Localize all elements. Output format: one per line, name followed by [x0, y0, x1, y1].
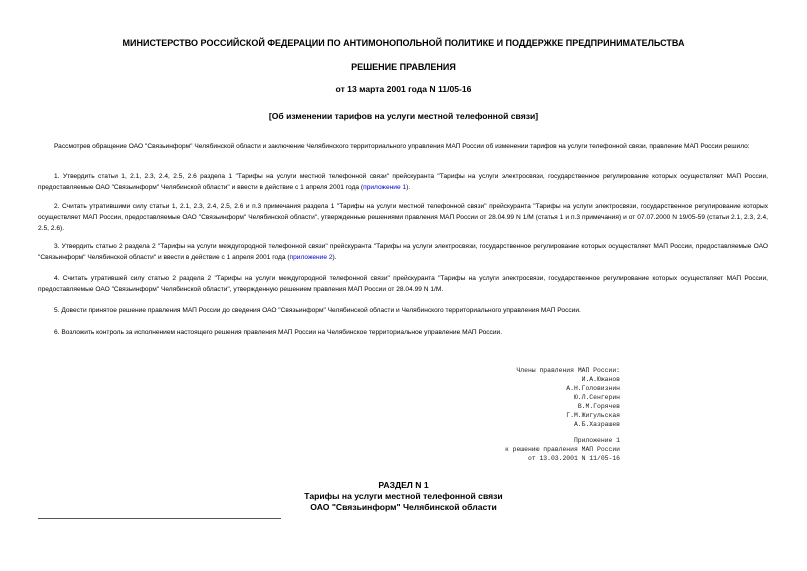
appendix-2-link[interactable]: приложение 2 — [289, 254, 333, 261]
signature-member: Ю.Л.Сенгерин — [573, 394, 620, 401]
paragraph-1-end: ). — [406, 184, 411, 191]
paragraph-3-end: ). — [332, 254, 337, 261]
section-subtitle-2: ОАО "Связьинформ" Челябинской области — [310, 502, 497, 512]
signature-member: И.А.Южанов — [581, 376, 620, 383]
signature-member: В.М.Горячев — [577, 403, 620, 410]
paragraph-3 — [38, 241, 768, 263]
doc-type: РЕШЕНИЕ ПРАВЛЕНИЯ — [351, 62, 456, 72]
section-subtitle-1: Тарифы на услуги местной телефонной связи — [304, 491, 503, 501]
signature-member: А.Н.Головизнин — [566, 385, 620, 392]
paragraph-6: 6. Возложить контроль за исполнением настоящего решения правления МАП России на Челябинское территориальное управление МАП России. — [54, 329, 503, 336]
paragraph-1-text: 1. Утвердить статьи 1, 2.1, 2.3, 2.4, 2.5, 2.6 раздела 1 "Тарифы на услуги местной телефонной связи" прейскуранта "Тарифы на услуги электросвязи, государственное регулирование которых осуществляет МАП России, предоставляемые ОАО "Связьинформ" Челябинской области" и ввести в действие с 1 апреля 2001 года ( — [38, 173, 768, 191]
paragraph-4: 4. Считать утратившей силу статью 2 раздела 2 "Тарифы на услуги междугородной телефонной связи" прейскуранта "Тарифы на услуги электросвязи, государственное регулирование которых осуществляет МАП России, предоставляемые ОАО "Связьинформ" Челябинской области", утвержденную решением правления МАП России от 28.04.99 N 1/М. — [38, 275, 768, 293]
paragraph-5: 5. Довести принятое решение правления МАП России до сведения ОАО "Связьинформ" Челябинской области и Челябинского территориального управления МАП России. — [54, 307, 581, 314]
appendix-note-title: Приложение 1 — [573, 437, 620, 444]
appendix-note-ref: к решению правления МАП России — [504, 446, 620, 453]
ministry-title: МИНИСТЕРСТВО РОССИЙСКОЙ ФЕДЕРАЦИИ ПО АНТИМОНОПОЛЬНОЙ ПОЛИТИКЕ И ПОДДЕРЖКЕ ПРЕДПРИНИМАТЕЛЬСТВА — [122, 38, 685, 48]
appendix-1-link[interactable]: приложение 1 — [363, 184, 407, 191]
paragraph-2: 2. Считать утратившими силу статьи 1, 2.1, 2.3, 2.4, 2.5, 2.6 и п.3 примечания раздела 1 "Тарифы на услуги местной телефонной связи" прейскуранта "Тарифы на услуги электросвязи, государственное регулирование которых осуществляет МАП России, предоставляемые ОАО "Связьинформ" Челябинской области", утвержденные решениями правления МАП России от 28.04.99 N 1/М (статья 1 и п.3 примечания) и от 07.07.2000 N 19/05-59 (статьи 2.1, 2.3, 2.4, 2.5, 2.6). — [38, 203, 768, 232]
paragraph-3-text: 3. Утвердить статью 2 раздела 2 "Тарифы на услуги междугородной телефонной связи" прейскуранта "Тарифы на услуги электросвязи, государственное регулирование которых осуществляет МАП России, предоставляемые ОАО "Связьинформ" Челябинской области" и ввести в действие с 1 апреля 2001 года ( — [38, 243, 768, 261]
footnote-divider — [38, 518, 281, 519]
signature-member: Г.М.Жигульская — [566, 412, 620, 419]
appendix-note-date: от 13.03.2001 N 11/05-16 — [527, 455, 620, 462]
doc-date: от 13 марта 2001 года N 11/05-16 — [335, 84, 472, 94]
doc-subject: [Об изменении тарифов на услуги местной телефонной связи] — [268, 111, 539, 121]
signature-member: А.Б.Хазрашев — [573, 421, 620, 428]
section-title: РАЗДЕЛ N 1 — [378, 480, 429, 490]
paragraph-1 — [38, 171, 768, 193]
intro-paragraph: Рассмотрев обращение ОАО "Связьинформ" Челябинской области и заключение Челябинского территориального управления МАП России об изменении тарифов на услуги телефонной связи, правление МАП России решило: — [54, 143, 750, 150]
signatures-heading: Члены правления МАП России: — [516, 367, 620, 374]
